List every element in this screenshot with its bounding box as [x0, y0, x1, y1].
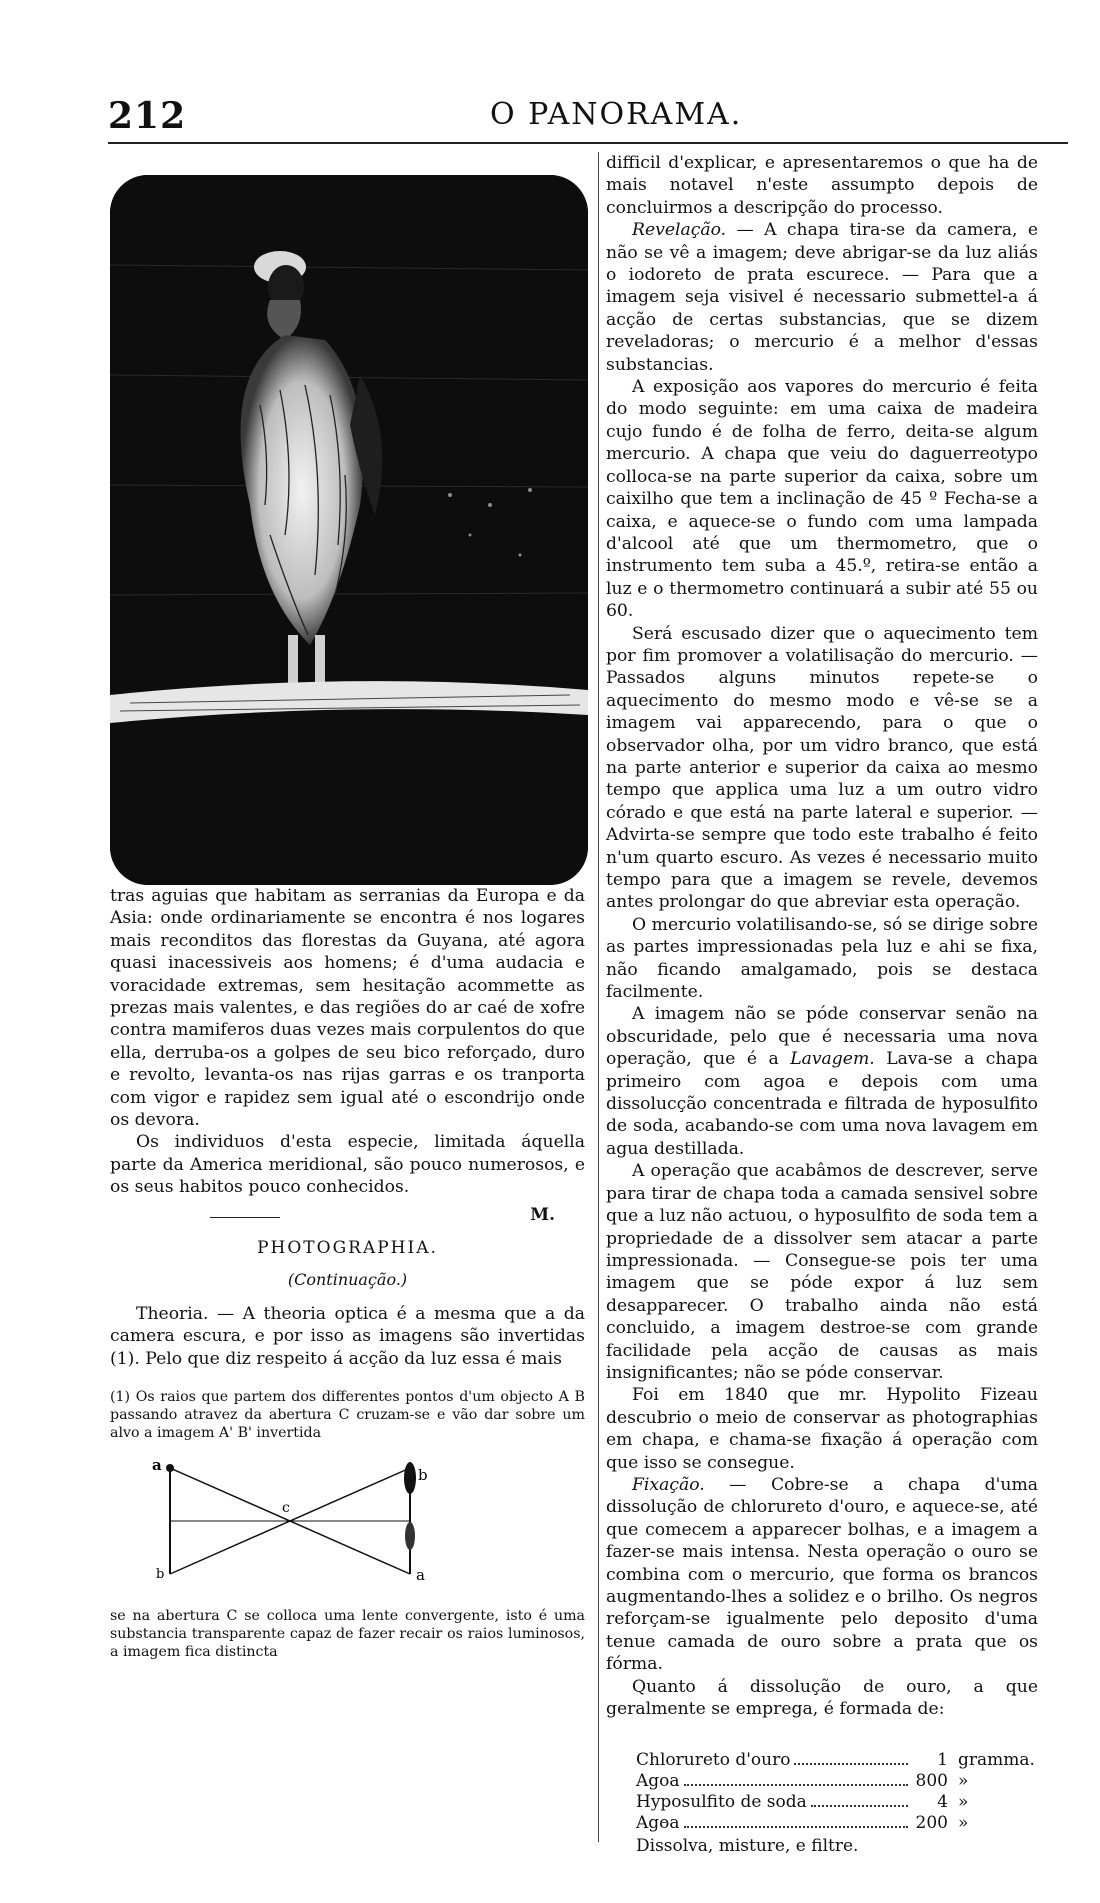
recipe-footer: Dissolva, misture, e filtre.: [636, 1836, 859, 1857]
diagram-label-a-image: a: [416, 1565, 425, 1584]
article-paragraph: Os individuos d'esta especie, limitada áquella parte da America meridional, são pouco numerosos, e os seus habitos pouco conhecidos.: [110, 1132, 585, 1198]
lavagem-paragraph: [606, 1003, 1038, 1160]
recipe-ingredient: Chlorureto d'ouro: [636, 1750, 791, 1771]
bird-engraving-image: [110, 175, 588, 885]
recipe-quantity: 4: [937, 1792, 948, 1813]
bird-engraving-drawing: [110, 175, 588, 885]
recipe-quantity: 1: [937, 1750, 948, 1771]
column-divider: [598, 152, 599, 1842]
revelacao-paragraph: [606, 219, 1038, 376]
masthead-title: O PANORAMA.: [490, 97, 743, 132]
lavagem-label: Lavagem.: [790, 1049, 875, 1070]
diagram-label-a: a: [152, 1455, 162, 1474]
article-paragraph: Quanto á dissolução de ouro, a que geralmente se emprega, é formada de:: [606, 1676, 1038, 1720]
recipe-row: [636, 1792, 1038, 1813]
section-subtitle: (Continuação.): [287, 1269, 408, 1289]
theoria-label: Theoria.: [136, 1303, 209, 1324]
recipe-table: [636, 1750, 1038, 1857]
recipe-unit: »: [958, 1771, 969, 1792]
header-rule: [108, 142, 1068, 144]
fixacao-text: — Cobre-se a chapa d'uma dissolução de chlorureto d'ouro, e aquece-se, até que comecem a apparecer bolhas, e a imagem a fazer-se mais intensa. Nesta operação o ouro se combina com o mercurio, que forma os brancos augmentando-lhes a solidez e o brilho. Os negros reforçam-se igualmente pelo deposito d'uma tenue camada de ouro sobre a prata que os fórma.: [606, 1474, 1038, 1675]
author-signature: M.: [530, 1204, 555, 1225]
recipe-ingredient: Agoa: [636, 1813, 680, 1834]
page-number: 212: [108, 95, 187, 137]
theoria-text: — A theoria optica é a mesma que a da camera escura, e por isso as imagens são invertidas (1). Pelo que diz respeito á acção da luz essa é mais: [110, 1303, 585, 1369]
article-paragraph: A operação que acabâmos de descrever, serve para tirar de chapa toda a camada sensivel sobre que a luz não actuou, o hyposulfito de soda tem a propriedade de a dissolver sem atacar a parte impressionada. — Consegue-se pois ter uma imagem que se póde expor á luz sem desapparecer. O trabalho ainda não está concluido, a imagem destroe-se com grande facilidade pela acção de causas as mais insignificantes; não se póde conservar.: [606, 1161, 1038, 1383]
footnote-continuation: se na abertura C se colloca uma lente convergente, isto é uma substancia transparente capaz de fazer recair os raios luminosos, a imagem fica distincta: [110, 1607, 585, 1660]
article-paragraph: O mercurio volatilisando-se, só se dirige sobre as partes impressionadas pela luz e ahi se fixa, não ficando amalgamado, pois se destaca facilmente.: [606, 914, 1038, 1003]
revelacao-label: Revelação.: [632, 220, 727, 241]
section-separator: [210, 1217, 280, 1218]
recipe-quantity: 800: [915, 1771, 948, 1792]
recipe-ingredient: Hyposulfito de soda: [636, 1792, 807, 1813]
left-column: [110, 175, 585, 1661]
right-column: [606, 152, 1038, 1857]
diagram-label-b-image: b: [418, 1465, 428, 1484]
recipe-unit: gramma.: [958, 1750, 1035, 1771]
page-mark: [660, 1822, 668, 1823]
section-title: PHOTOGRAPHIA.: [257, 1237, 438, 1258]
fixacao-label: Fixação.: [632, 1474, 705, 1495]
lavagem-text-a: A imagem não se póde conservar senão na obscuridade, pelo que é necessaria uma nova operação, que é a: [606, 1004, 1038, 1070]
diagram-label-b: b: [156, 1566, 165, 1582]
article-paragraph: A exposição aos vapores do mercurio é feita do modo seguinte: em uma caixa de madeira cujo fundo é de folha de ferro, deita-se algum mercurio. A chapa que veiu do daguerreotypo colloca-se na parte superior da caixa, sobre um caixilho que tem a inclinação de 45 º Fecha-se a caixa, e aquece-se o fundo com uma lampada d'alcool até que um thermometro, que o instrumento tem suba a 45.º, retira-se então a luz e o thermometro continuará a subir até 55 ou 60.: [606, 377, 1038, 622]
optics-diagram: [148, 1456, 428, 1601]
diagram-label-c: c: [282, 1499, 290, 1516]
article-paragraph: tras aguias que habitam as serranias da Europa e da Asia: onde ordinariamente se encontra é nos logares mais reconditos das florestas da Guyana, até agora quasi inacessiveis aos homens; é d'uma audacia e voracidade extremas, sem hesitação acommette as prezas mais valentes, e das regiões do ar caé de xofre contra mamiferos duas vezes mais corpulentos do que ella, derruba-os a golpes de seu bico reforçado, duro e revolto, levanta-os nas rijas garras e os tranporta com vigor e rapidez sem igual até o escondrijo onde os devora.: [110, 886, 585, 1131]
theoria-paragraph: [110, 1303, 585, 1370]
article-paragraph: Será escusado dizer que o aquecimento tem por fim promover a volatilisação do mercurio. — Passados alguns minutos repete-se o aquecimento do mesmo modo e vê-se se a imagem vai apparecendo, para o que o observador olha, por um vidro branco, que está na parte anterior e superior da caixa ao mesmo tempo que applica uma luz a um outro vidro córado e que está na parte lateral e superior. — Advirta-se sempre que todo este trabalho é feito n'um quarto escuro. As vezes é necessario muito tempo para que a imagem se revele, devemos antes prolongar do que abreviar esta operação.: [606, 623, 1038, 913]
recipe-row: [636, 1750, 1038, 1771]
recipe-quantity: 200: [915, 1813, 948, 1834]
lavagem-text-b: Lava-se a chapa primeiro com agoa e depois com uma dissolucção concentrada e filtrada de hyposulfito de soda, acabando-se com uma nova lavagem em agua destillada.: [606, 1049, 1038, 1159]
revelacao-text: — A chapa tira-se da camera, e não se vê a imagem; deve abrigar-se da luz aliás o iodoreto de prata escurece. — Para que a imagem seja visivel é necessario submettel-a á acção de certas substancias, que se dizem reveladoras; o mercurio é a melhor d'essas substancias.: [606, 220, 1038, 375]
fixacao-paragraph: [606, 1474, 1038, 1676]
recipe-row: [636, 1771, 1038, 1792]
article-paragraph: difficil d'explicar, e apresentaremos o que ha de mais notavel n'este assumpto depois de concluirmos a descripção do processo.: [606, 153, 1038, 218]
recipe-ingredient: Agoa: [636, 1771, 680, 1792]
recipe-unit: »: [958, 1792, 969, 1813]
article-paragraph: Foi em 1840 que mr. Hypolito Fizeau descubrio o meio de conservar as photographias em chapa, e chama-se fixação á operação com que isso se consegue.: [606, 1385, 1038, 1473]
recipe-unit: »: [958, 1813, 969, 1834]
footnote: (1) Os raios que partem dos differentes pontos d'um objecto A B passando atravez da abertura C cruzam-se e vão dar sobre um alvo a imagem A' B' invertida: [110, 1388, 585, 1441]
recipe-row: [636, 1813, 1038, 1834]
